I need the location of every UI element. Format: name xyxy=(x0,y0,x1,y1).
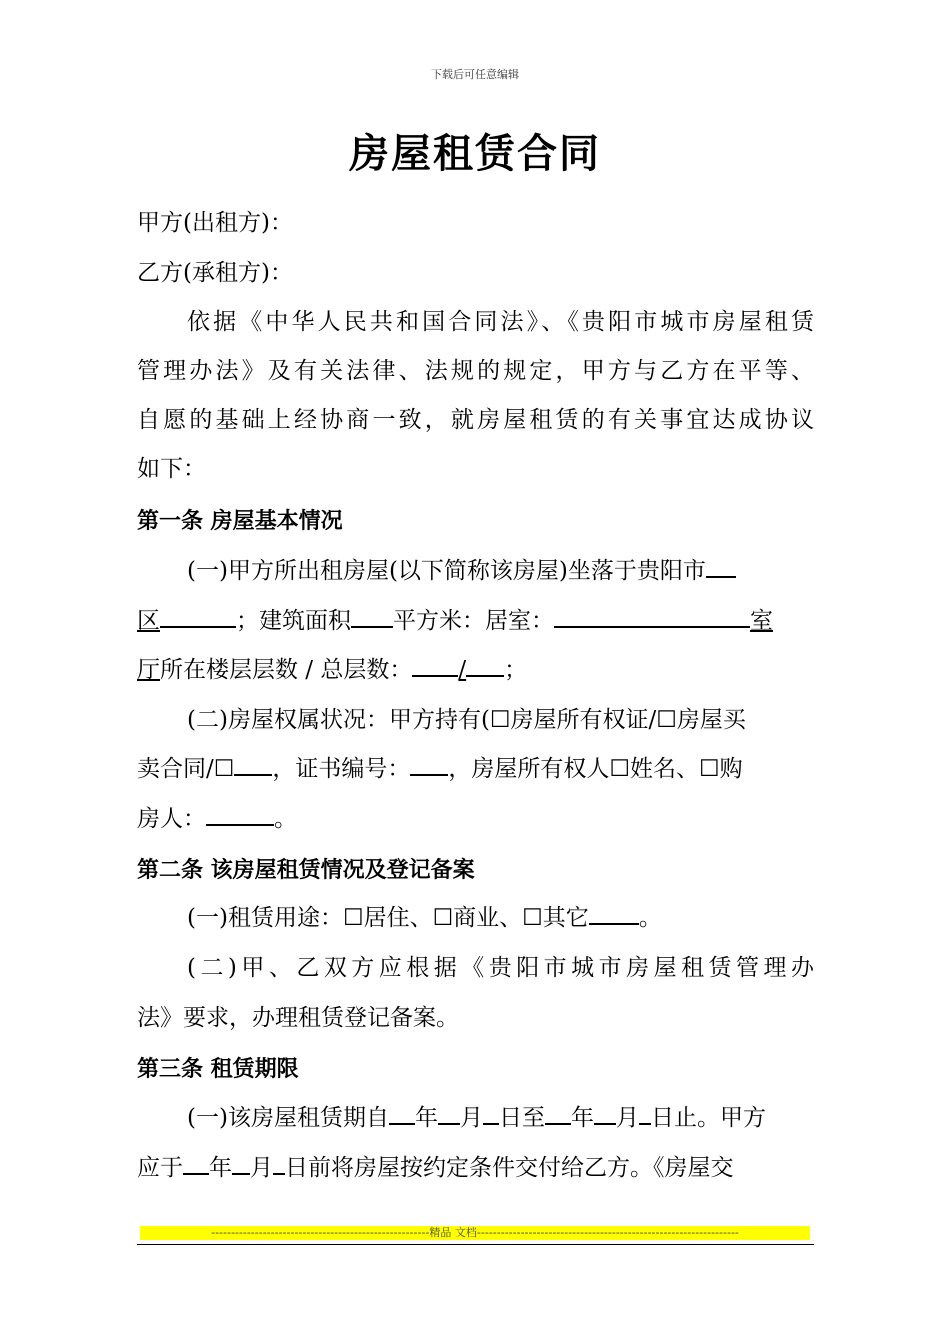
contract-label: 卖合同/☐ xyxy=(137,756,235,782)
party-b-label: 乙方(承租方)： xyxy=(137,260,293,286)
floor-end: ； xyxy=(504,657,528,683)
lease-end-label: 日止。甲方 xyxy=(650,1105,766,1131)
area-label: ；建筑面积 xyxy=(236,608,351,634)
article-1-para-1-line-1 xyxy=(137,547,814,596)
deliver-text: 日前将房屋按约定条件交付给乙方。《房屋交 xyxy=(285,1155,734,1181)
certificate-number-blank xyxy=(410,752,448,776)
month-unit: 月 xyxy=(459,1105,483,1131)
floor-label: 所在楼层层数 / 总层数： xyxy=(160,657,413,683)
preamble-line-1: 依据《中华人民共和国合同法》、《贵阳市城市房屋租赁 xyxy=(187,309,814,335)
article-1-para-2-line-1: (二)房屋权属状况：甲方持有(☐房屋所有权证/☐房屋买 xyxy=(187,707,746,733)
deliver-month-unit: 月 xyxy=(250,1155,273,1181)
year-unit: 年 xyxy=(414,1105,438,1131)
article-3-para-1-line-2 xyxy=(137,1144,814,1193)
article-1-para-1-line-3 xyxy=(137,646,814,695)
usage-label: (一)租赁用途：☐居住、☐商业、☐其它 xyxy=(187,905,589,931)
owner-label: ，房屋所有权人☐姓名、☐购 xyxy=(448,756,743,782)
month-unit-2: 月 xyxy=(615,1105,639,1131)
preamble-line-2: 管理办法》及有关法律、法规的规定，甲方与乙方在平等、 xyxy=(137,358,814,384)
deliver-year-unit: 年 xyxy=(209,1155,232,1181)
deliver-month-blank xyxy=(232,1151,250,1175)
end-month-blank xyxy=(594,1101,616,1125)
footer-label: 精品 文档 xyxy=(429,1226,477,1239)
preamble-line-4: 如下： xyxy=(137,456,206,482)
article-3-heading: 第三条 租赁期限 xyxy=(137,1057,299,1082)
end-day-blank xyxy=(639,1101,651,1125)
other-usage-blank xyxy=(589,901,639,925)
usage-end: 。 xyxy=(638,905,662,931)
party-a-label: 甲方(出租方)： xyxy=(137,210,293,236)
deliver-year-blank xyxy=(183,1151,209,1175)
room-unit: 室 xyxy=(750,608,773,634)
rooms-label: 平方米：居室： xyxy=(393,608,554,634)
total-floor-blank xyxy=(466,653,504,677)
article-1-location-text: (一)甲方所出租房屋(以下简称该房屋)坐落于贵阳市 xyxy=(187,558,706,584)
document-title: 房屋租赁合同 xyxy=(349,130,601,177)
start-month-blank xyxy=(438,1101,460,1125)
other-doc-blank xyxy=(234,752,272,776)
footer-rule xyxy=(137,1244,814,1245)
start-year-blank xyxy=(389,1101,415,1125)
lease-start-label: (一)该房屋租赁期自 xyxy=(187,1105,389,1131)
certificate-label: ，证书编号： xyxy=(272,756,411,782)
floor-blank xyxy=(412,653,458,677)
deliver-day-blank xyxy=(273,1151,285,1175)
article-2-heading: 第二条 该房屋租赁情况及登记备案 xyxy=(137,858,475,883)
article-1-heading: 第一条 房屋基本情况 xyxy=(137,509,343,534)
article-1-para-2-line-3 xyxy=(137,795,814,844)
city-district-blank xyxy=(706,554,736,578)
end-year-blank xyxy=(545,1101,571,1125)
hall-unit: 厅 xyxy=(137,657,160,683)
floor-separator: / xyxy=(458,657,467,683)
district-label: 区 xyxy=(137,608,160,634)
article-1-para-1-line-2 xyxy=(137,597,814,646)
deliver-before-label: 应于 xyxy=(137,1155,183,1181)
preamble-line-3: 自愿的基础上经协商一致，就房屋租赁的有关事宜达成协议 xyxy=(137,407,814,433)
header-note: 下载后可任意编辑 xyxy=(431,68,519,81)
footer-dashes-left: ------------------------------------------------------- xyxy=(211,1226,430,1239)
district-blank xyxy=(160,604,236,628)
area-blank xyxy=(351,604,393,628)
day-to-label: 日至 xyxy=(498,1105,545,1131)
article-3-para-1-line-1 xyxy=(137,1094,814,1143)
article-2-para-2-line-1: (二)甲、乙双方应根据《贵阳市城市房屋租赁管理办 xyxy=(187,955,814,981)
start-day-blank xyxy=(483,1101,499,1125)
rooms-blank xyxy=(554,604,750,628)
buyer-end: 。 xyxy=(274,806,297,832)
footer-dashes-right: ------------------------------------------------------------------ xyxy=(476,1226,739,1239)
buyer-label: 房人： xyxy=(137,806,206,832)
article-1-para-2-line-2 xyxy=(137,745,814,794)
year-unit-2: 年 xyxy=(570,1105,594,1131)
article-2-para-1 xyxy=(137,894,814,943)
buyer-blank xyxy=(206,802,274,826)
article-2-para-2-line-2: 法》要求，办理租赁登记备案。 xyxy=(137,1005,459,1031)
footer-banner xyxy=(140,1226,810,1240)
